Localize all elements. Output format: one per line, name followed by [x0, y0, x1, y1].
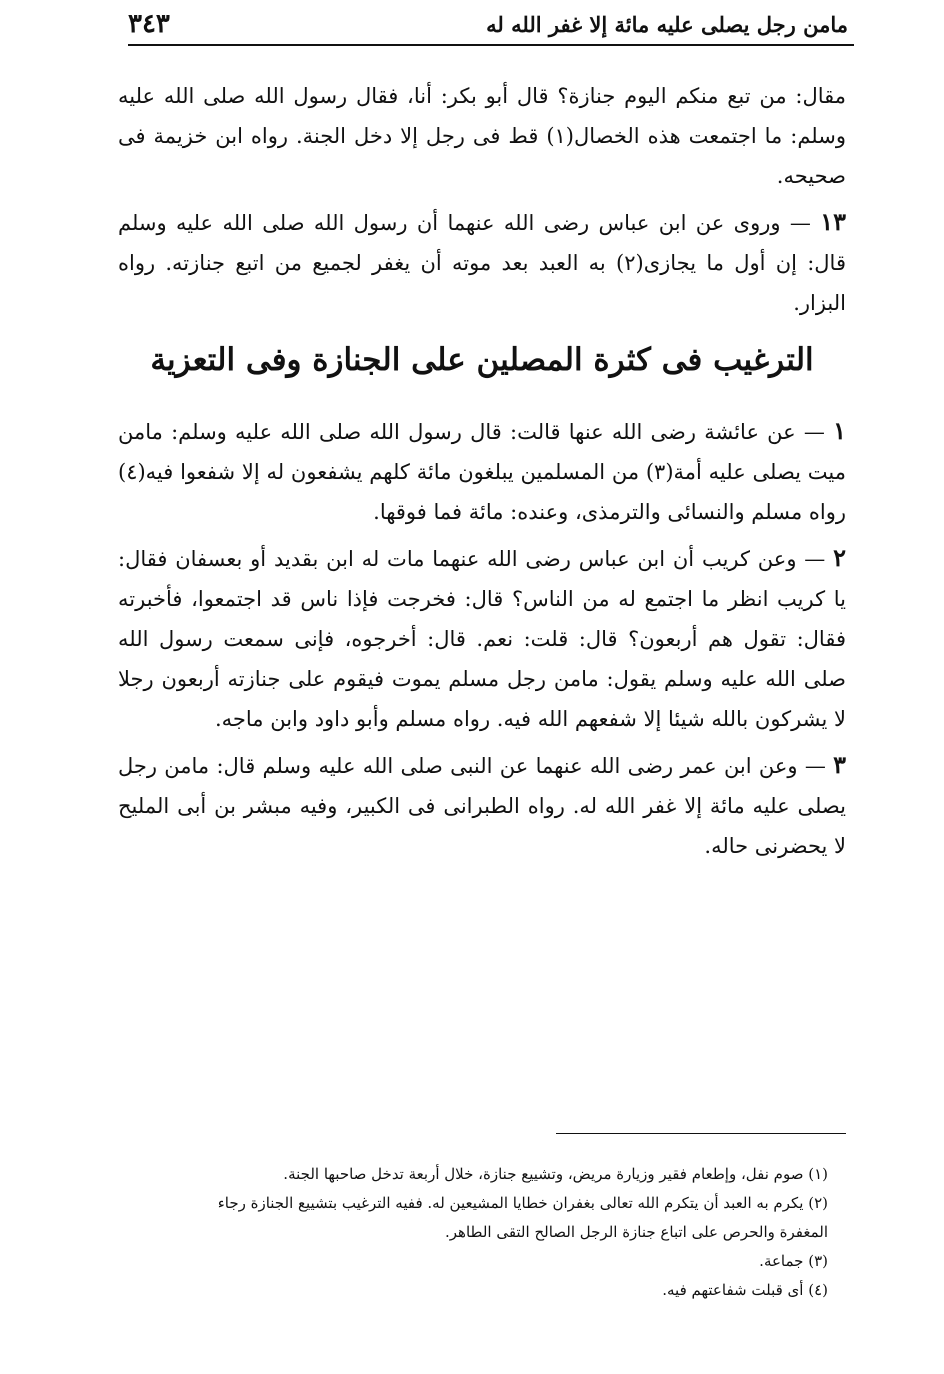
hadith-number: ١ [833, 416, 846, 445]
footnote-2-continuation: المغفرة والحرص على اتباع جنازة الرجل الصالح التقى الطاهر. [444, 1223, 828, 1241]
hadith-1 [118, 411, 846, 532]
hadith-text: — وعن ابن عمر رضى الله عنهما عن النبى صلى الله عليه وسلم قال: مامن رجل يصلى عليه مائة إلا غفر الله له. رواه الطبرانى فى الكبير، وفيه مبشر بن أبى المليح لا يحضرنى حاله. [118, 754, 846, 858]
header-divider [128, 44, 854, 46]
footnotes [118, 1160, 828, 1305]
running-header [128, 4, 848, 44]
footnote-4: (٤) أى قبلت شفاعتهم فيه. [662, 1281, 828, 1299]
main-text [118, 76, 846, 872]
hadith-3 [118, 745, 846, 866]
hadith-number: ٢ [833, 543, 846, 572]
hadith-number: ٣ [833, 750, 846, 779]
footnote-1: (١) صوم نفل، وإطعام فقير وزيارة مريض، وتشييع جنازة، خلال أربعة تدخل صاحبها الجنة. [283, 1165, 828, 1183]
hadith-text: — وعن كريب أن ابن عباس رضى الله عنهما مات له ابن بقديد أو بعسفان فقال: يا كريب انظر ما اجتمع له من الناس؟ قال: فخرجت فإذا ناس قد اجتمعوا، فأخبرته فقال: تقول هم أربعون؟ قال: قلت: نعم. قال: أخرجوه، فإنى سمعت رسول الله صلى الله عليه وسلم يقول: مامن رجل مسلم يموت فيقوم على جنازته أربعون رجلا لا يشركون بالله شيئا إلا شفعهم الله فيه. رواه مسلم وأبو داود وابن ماجه. [118, 547, 846, 731]
footnote-3: (٣) جماعة. [759, 1252, 828, 1270]
hadith-text: — وروى عن ابن عباس رضى الله عنهما أن رسول الله صلى الله عليه وسلم قال: إن أول ما يجازى(٢) به العبد بعد موته أن يغفر لجميع من اتبع جنازته. رواه البزار. [118, 211, 846, 315]
hadith-number: ١٣ [820, 207, 846, 236]
hadith-2 [118, 538, 846, 739]
hadith-13 [118, 202, 846, 323]
page-number: ٣٤٣ [128, 9, 170, 39]
footnote-2: (٢) يكرم به العبد أن يتكرم الله تعالى بغفران خطايا المشيعين له. ففيه الترغيب بتشييع الجنازة رجاء [217, 1194, 828, 1212]
footnote-divider [556, 1133, 846, 1134]
running-title: مامن رجل يصلى عليه مائة إلا غفر الله له [486, 11, 848, 37]
paragraph-continuation: مقال: من تبع منكم اليوم جنازة؟ قال أبو بكر: أنا، فقال رسول الله صلى الله عليه وسلم: ما اجتمعت هذه الخصال(١) قط فى رجل إلا دخل الجنة. رواه ابن خزيمة فى صحيحه. [118, 84, 846, 188]
section-title: الترغيب فى كثرة المصلين على الجنازة وفى التعزية [150, 342, 814, 378]
hadith-text: — عن عائشة رضى الله عنها قالت: قال رسول الله صلى الله عليه وسلم: مامن ميت يصلى عليه أمة(٣) من المسلمين يبلغون مائة كلهم يشفعون له إلا شفعوا فيه(٤) رواه مسلم والنسائى والترمذى، وعنده: مائة فما فوقها. [118, 420, 846, 524]
